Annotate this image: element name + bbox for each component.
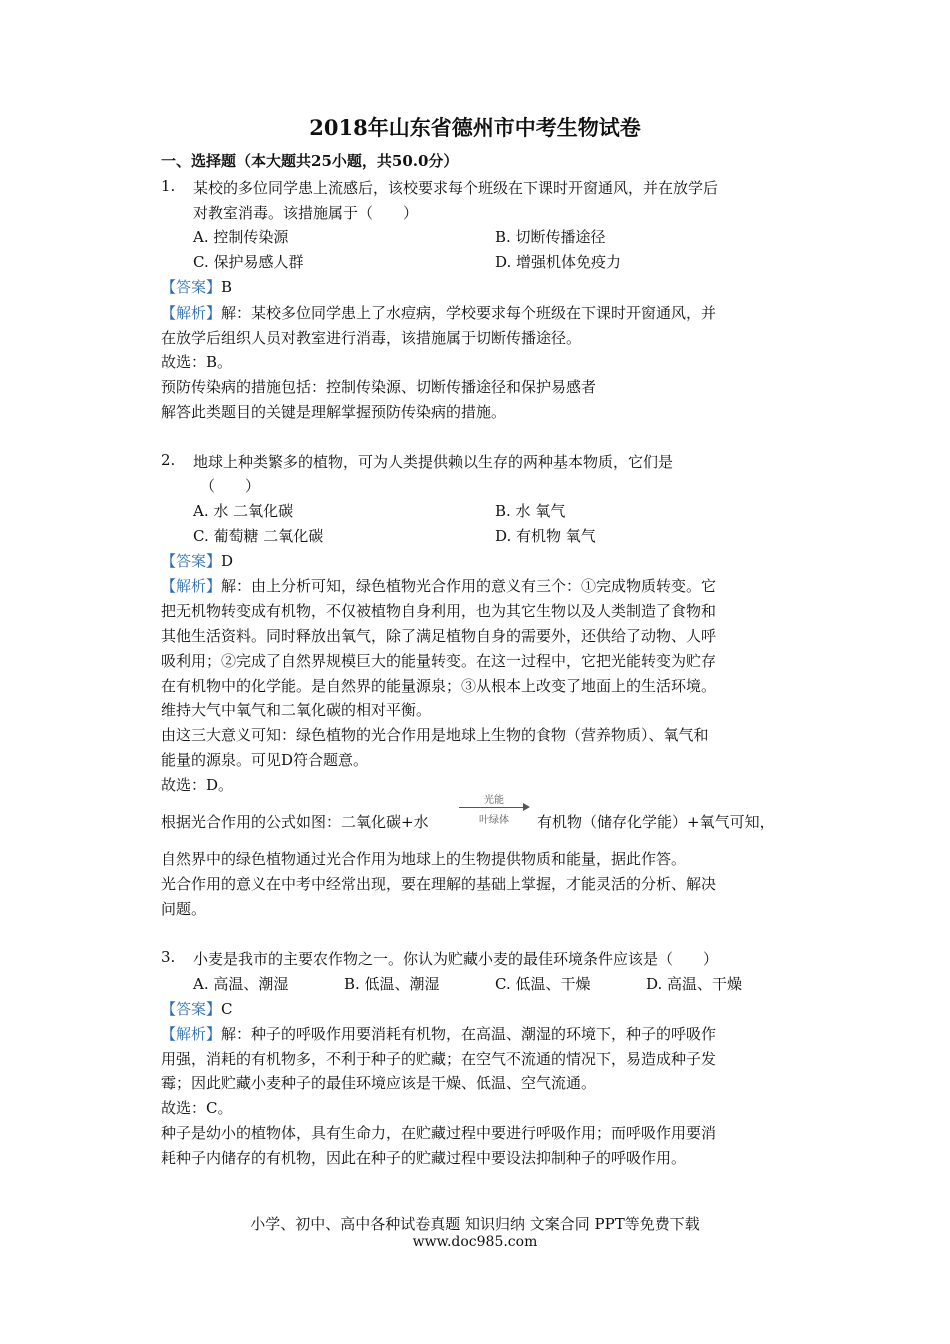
page-title: 2018年山东省德州市中考生物试卷	[309, 115, 641, 140]
option-b: B. 切断传播途径	[495, 228, 606, 246]
analysis-tag: 【解析】	[161, 304, 222, 322]
analysis-text: 把无机物转变成有机物，不仅被植物自身利用，也为其它生物以及人类制造了食物和	[161, 602, 717, 620]
analysis-text: 解：种子的呼吸作用要消耗有机物，在高温、潮湿的环境下，种子的呼吸作	[221, 1025, 717, 1043]
option-c: C. 保护易感人群	[193, 253, 304, 271]
analysis-text: 故选：C。	[161, 1099, 233, 1117]
question-text: 某校的多位同学患上流感后，该校要求每个班级在下课时开窗通风，并在放学后	[193, 179, 719, 197]
question-number: 2.	[161, 451, 176, 469]
formula-right: 有机物（储存化学能）+氧气可知，	[537, 813, 775, 831]
analysis-text: 在有机物中的化学能。是自然界的能量源泉；③从根本上改变了地面上的生活环境。	[161, 677, 717, 695]
analysis-text: 解：某校多位同学患上了水痘病，学校要求每个班级在下课时开窗通风，并	[221, 304, 717, 322]
answer-tag: 【答案】	[161, 1000, 222, 1018]
answer-tag: 【答案】	[161, 278, 222, 296]
option-a: A. 控制传染源	[193, 228, 289, 246]
answer-line	[161, 276, 232, 297]
analysis-tag: 【解析】	[161, 577, 222, 595]
analysis-text: 霉；因此贮藏小麦种子的最佳环境应该是干燥、低温、空气流通。	[161, 1074, 597, 1092]
option-d: D. 增强机体免疫力	[495, 253, 622, 271]
answer-tag: 【答案】	[161, 552, 222, 570]
section-heading: 一、选择题（本大题共25小题，共50.0分）	[161, 152, 459, 170]
question-text: （ ）	[200, 477, 261, 495]
analysis-text: 在放学后组织人员对教室进行消毒，该措施属于切断传播途径。	[161, 329, 582, 347]
photosynthesis-arrow	[459, 791, 529, 827]
analysis-line	[161, 575, 716, 596]
analysis-text: 故选：B。	[161, 353, 233, 371]
option-b: B. 低温、潮湿	[344, 975, 440, 993]
option-a: A. 水 二氧化碳	[193, 502, 294, 520]
analysis-text: 故选：D。	[161, 776, 234, 794]
option-a: A. 高温、潮湿	[193, 975, 289, 993]
option-b: B. 水 氧气	[495, 502, 566, 520]
answer-value: C	[221, 1000, 233, 1018]
analysis-text: 解：由上分析可知，绿色植物光合作用的意义有三个：①完成物质转变。它	[221, 577, 717, 595]
arrow-line	[459, 807, 525, 808]
footer-url[interactable]: www.doc985.com	[412, 1234, 538, 1250]
formula-left: 根据光合作用的公式如图：二氧化碳+水	[161, 813, 429, 831]
question-text: 对教室消毒。该措施属于（ ）	[193, 204, 419, 222]
analysis-text: 用强，消耗的有机物多，不利于种子的贮藏；在空气不流通的情况下，易造成种子发	[161, 1050, 717, 1068]
option-d: D. 高温、干燥	[646, 975, 743, 993]
footer-text: 小学、初中、高中各种试卷真题 知识归纳 文案合同 PPT等免费下载	[250, 1215, 700, 1233]
analysis-text: 维持大气中氧气和二氧化碳的相对平衡。	[161, 701, 432, 719]
option-d: D. 有机物 氧气	[495, 527, 596, 545]
question-number: 3.	[161, 948, 176, 966]
arrow-bottom-label: 叶绿体	[479, 815, 509, 826]
analysis-text: 自然界中的绿色植物通过光合作用为地球上的生物提供物质和能量，据此作答。	[161, 850, 687, 868]
question-text: 地球上种类繁多的植物，可为人类提供赖以生存的两种基本物质，它们是	[193, 453, 674, 471]
arrow-head-icon	[523, 803, 530, 811]
analysis-text: 种子是幼小的植物体，具有生命力，在贮藏过程中要进行呼吸作用；而呼吸作用要消	[161, 1124, 717, 1142]
answer-value: B	[221, 278, 233, 296]
question-number: 1.	[161, 177, 176, 195]
answer-value: D	[221, 552, 234, 570]
arrow-top-label: 光能	[484, 795, 504, 806]
analysis-text: 吸利用；②完成了自然界规模巨大的能量转变。在这一过程中，它把光能转变为贮存	[161, 652, 717, 670]
analysis-text: 由这三大意义可知：绿色植物的光合作用是地球上生物的食物（营养物质）、氧气和	[161, 726, 709, 744]
analysis-text: 能量的源泉。可见D符合题意。	[161, 751, 369, 769]
analysis-text: 耗种子内储存的有机物，因此在种子的贮藏过程中要设法抑制种子的呼吸作用。	[161, 1149, 687, 1167]
analysis-tag: 【解析】	[161, 1025, 222, 1043]
answer-line	[161, 550, 233, 571]
analysis-text: 光合作用的意义在中考中经常出现，要在理解的基础上掌握，才能灵活的分析、解决	[161, 875, 717, 893]
option-c: C. 低温、干燥	[495, 975, 591, 993]
question-text: 小麦是我市的主要农作物之一。你认为贮藏小麦的最佳环境条件应该是（ ）	[193, 950, 719, 968]
answer-line	[161, 998, 233, 1019]
analysis-line	[161, 1023, 716, 1044]
option-c: C. 葡萄糖 二氧化碳	[193, 527, 324, 545]
analysis-line	[161, 302, 716, 323]
analysis-text: 预防传染病的措施包括：控制传染源、切断传播途径和保护易感者	[161, 378, 597, 396]
analysis-text: 问题。	[161, 900, 207, 918]
analysis-text: 其他生活资料。同时释放出氧气，除了满足植物自身的需要外，还供给了动物、人呼	[161, 627, 717, 645]
analysis-text: 解答此类题目的关键是理解掌握预防传染病的措施。	[161, 403, 507, 421]
